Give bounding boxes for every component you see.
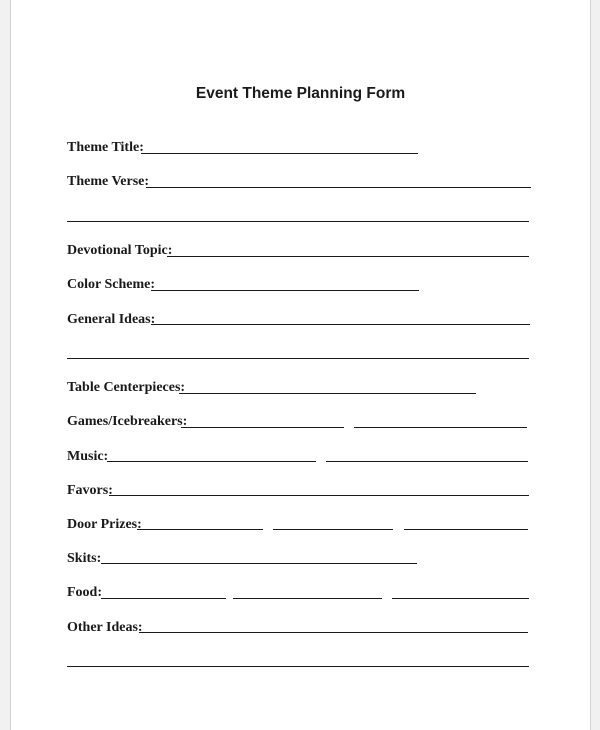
theme-verse-label: Theme Verse:: [67, 174, 150, 189]
games-icebreakers-label: Games/Icebreakers:: [67, 414, 188, 429]
music-blank-1[interactable]: [107, 461, 316, 462]
theme-verse-blank[interactable]: [146, 187, 531, 188]
table-centerpieces-blank[interactable]: [179, 393, 476, 394]
general-ideas-label: General Ideas:: [67, 312, 156, 327]
food-blank-1[interactable]: [101, 598, 226, 599]
theme-title-label: Theme Title:: [67, 140, 144, 155]
theme-verse-blank-2[interactable]: [67, 221, 529, 222]
games-icebreakers-blank-1[interactable]: [181, 427, 344, 428]
door-prizes-blank-1[interactable]: [137, 529, 263, 530]
music-label: Music:: [67, 449, 109, 464]
door-prizes-blank-2[interactable]: [273, 529, 393, 530]
skits-blank[interactable]: [101, 563, 417, 564]
color-scheme-label: Color Scheme:: [67, 277, 155, 292]
other-ideas-label: Other Ideas:: [67, 620, 143, 635]
theme-title-blank[interactable]: [141, 153, 418, 154]
devotional-topic-label: Devotional Topic:: [67, 243, 173, 258]
form-title: Event Theme Planning Form: [195, 85, 406, 102]
other-ideas-blank-2[interactable]: [67, 666, 529, 667]
skits-label: Skits:: [67, 551, 102, 566]
food-blank-2[interactable]: [233, 598, 382, 599]
music-blank-2[interactable]: [326, 461, 528, 462]
general-ideas-blank-2[interactable]: [67, 358, 529, 359]
food-blank-3[interactable]: [392, 598, 529, 599]
color-scheme-blank[interactable]: [151, 290, 419, 291]
document-page: [10, 0, 591, 730]
games-icebreakers-blank-2[interactable]: [354, 427, 527, 428]
favors-label: Favors:: [67, 483, 113, 498]
table-centerpieces-label: Table Centerpieces:: [67, 380, 186, 395]
general-ideas-blank[interactable]: [151, 324, 530, 325]
food-label: Food:: [67, 585, 102, 600]
devotional-topic-blank[interactable]: [167, 256, 529, 257]
door-prizes-blank-3[interactable]: [404, 529, 528, 530]
door-prizes-label: Door Prizes:: [67, 517, 142, 532]
other-ideas-blank[interactable]: [139, 632, 528, 633]
favors-blank[interactable]: [109, 495, 529, 496]
